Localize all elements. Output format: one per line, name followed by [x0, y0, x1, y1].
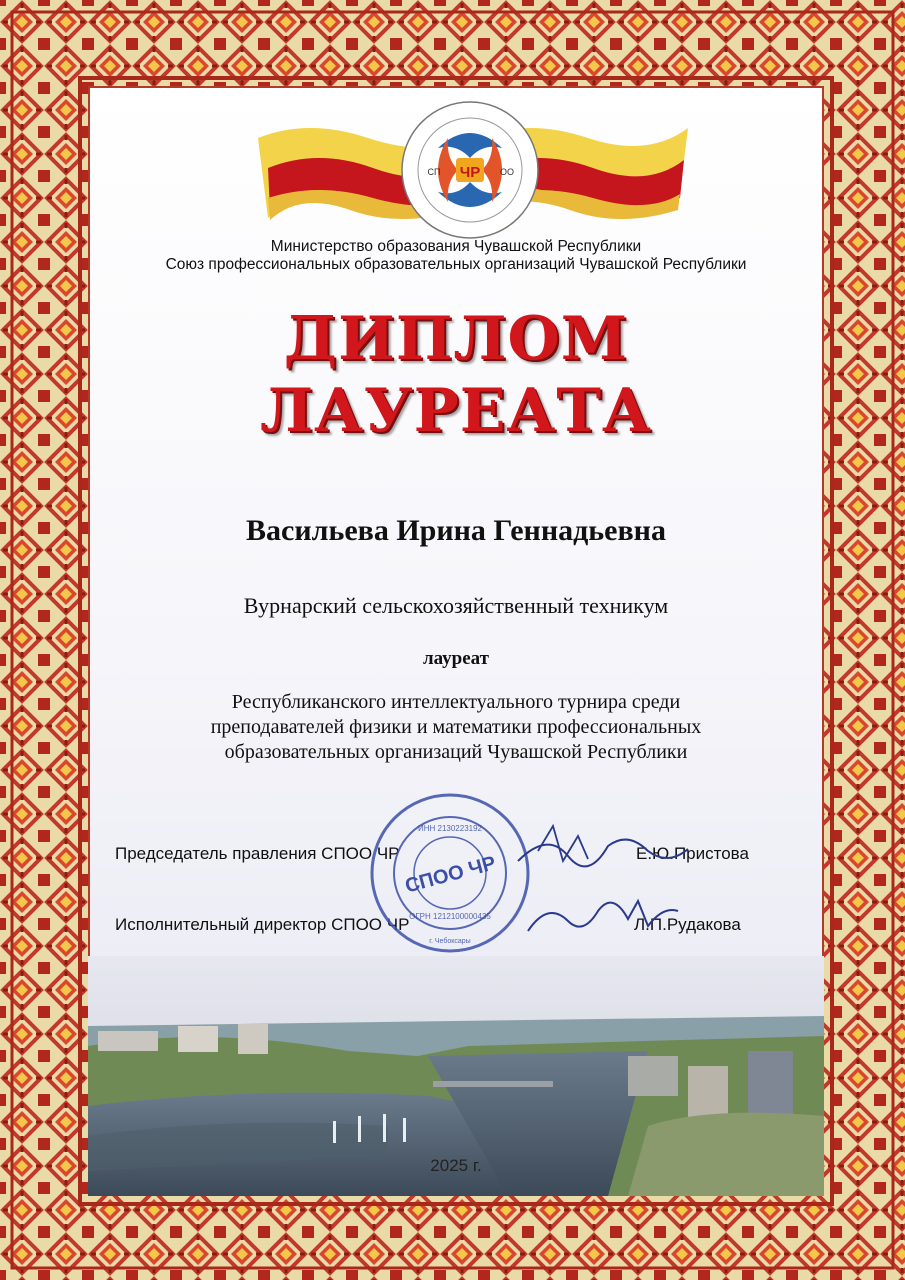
handwritten-signature-icon	[508, 811, 698, 951]
diploma-subtitle: ЛАУРЕАТА	[260, 376, 652, 446]
recipient-name: Васильева Ирина Геннадьевна	[246, 514, 666, 547]
emblem-right-text: ОО	[499, 167, 515, 177]
event-line-2: преподавателей физики и математики профессиональных	[210, 716, 702, 738]
signatory-role-director: Исполнительный директор СПОО ЧР	[115, 915, 410, 934]
seal-center-text: СПОО ЧР	[402, 852, 499, 898]
award-status: лауреат	[422, 648, 490, 669]
recipient-institution: Вурнарский сельскохозяйственный техникум	[243, 593, 669, 618]
signatory-name-chair: Е.Ю.Пристова	[636, 844, 749, 863]
seal-ogrn: ОГРН 1212100000435	[409, 912, 491, 921]
emblem-abbr: ЧР	[459, 164, 481, 181]
issue-year: 2025 г.	[430, 1156, 482, 1175]
org-line-ministry: Министерство образования Чувашской Республики	[270, 238, 642, 255]
emblem-flag-icon	[248, 98, 698, 248]
event-line-1: Республиканского интеллектуального турнира среди	[231, 691, 681, 713]
org-line-union: Союз профессиональных образовательных организаций Чувашской Республики	[165, 256, 747, 273]
signatory-name-director: Л.П.Рудакова	[634, 915, 741, 934]
signatory-role-chair: Председатель правления СПОО ЧР	[115, 844, 400, 863]
seal-inn: ИНН 2130223192	[417, 824, 483, 833]
seal-city: г. Чебоксары	[429, 938, 471, 945]
event-line-3: образовательных организаций Чувашской Республики	[224, 741, 688, 763]
emblem-left-text: СП	[427, 167, 441, 177]
diploma-title: ДИПЛОМ	[283, 304, 629, 374]
diploma-panel	[88, 86, 824, 1196]
